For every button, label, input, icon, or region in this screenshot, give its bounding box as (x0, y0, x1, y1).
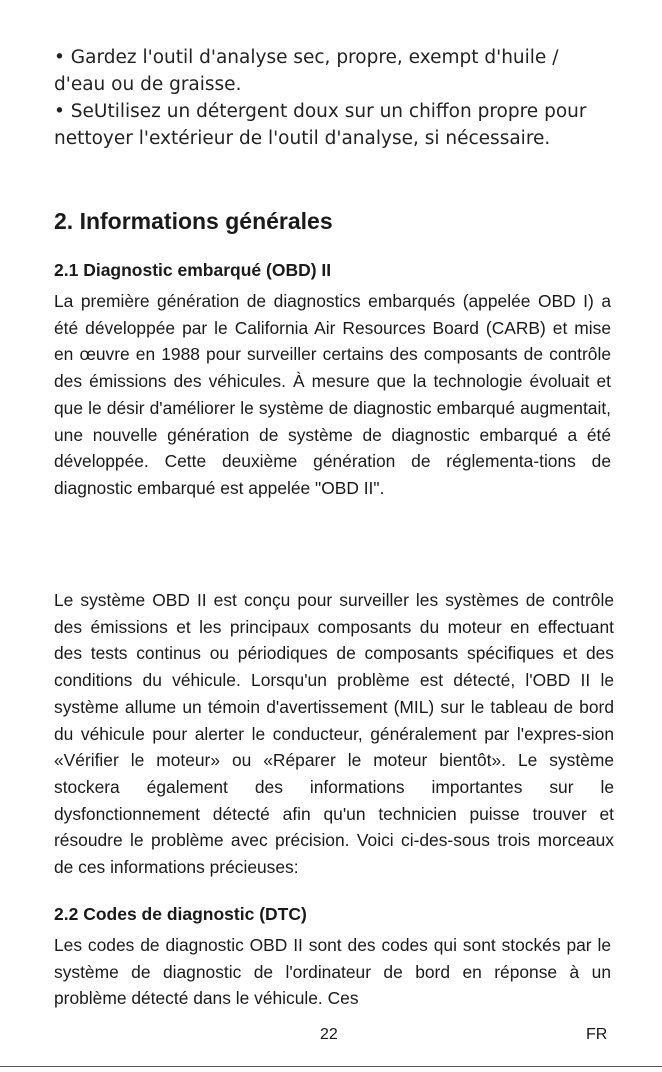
page-number: 22 (320, 1026, 338, 1043)
care-bullet-list (54, 44, 614, 152)
bullet-item-keep-dry: • Gardez l'outil d'analyse sec, propre, exempt d'huile / d'eau ou de graisse. (54, 47, 559, 95)
paragraph-dtc-intro: Les codes de diagnostic OBD II sont des codes qui sont stockés par le système de diagnostic de l'ordinateur de bord en réponse à un problème détecté dans le véhicule. Ces (54, 935, 611, 1009)
bullet-item-clean-exterior: • SeUtilisez un détergent doux sur un chiffon propre pour nettoyer l'extérieur de l'outil d'analyse, si nécessaire. (54, 101, 587, 149)
page-bottom-divider (0, 1066, 662, 1067)
subsection-title-obd: 2.1 Diagnostic embarqué (OBD) II (54, 260, 332, 280)
subsection-title-dtc: 2.2 Codes de diagnostic (DTC) (54, 904, 307, 924)
paragraph-obd-system: Le système OBD II est conçu pour surveiller les systèmes de contrôle des émissions et les principaux composants du moteur en effectuant des tests continus ou périodiques de composants spécifiques et des conditions du véhicule. Lorsqu'un problème est détecté, l'OBD II le système allume un témoin d'avertissement (MIL) sur le tableau de bord du véhicule pour alerter le conducteur, généralement par l'expres-sion «Vérifier le moteur» ou «Réparer le moteur bientôt». Le système stockera également des informations importantes sur le dysfonctionnement détecté afin qu'un technicien puisse trouver et résoudre le problème avec précision. Voici ci-des-sous trois morceaux de ces informations précieuses: (54, 590, 614, 878)
section-title: 2. Informations générales (54, 208, 333, 234)
paragraph-obd-history: La première génération de diagnostics embarqués (appelée OBD I) a été développée par le California Air Resources Board (CARB) et mise en œuvre en 1988 pour surveiller certains des composants de contrôle des émissions des véhicules. À mesure que la technologie évoluait et que le désir d'améliorer le système de diagnostic embarqué augmentait, une nouvelle génération de système de diagnostic embarqué a été développée. Cette deuxième génération de réglementa-tions de diagnostic embarqué est appelée "OBD II". (54, 291, 611, 498)
language-code: FR (586, 1026, 608, 1043)
